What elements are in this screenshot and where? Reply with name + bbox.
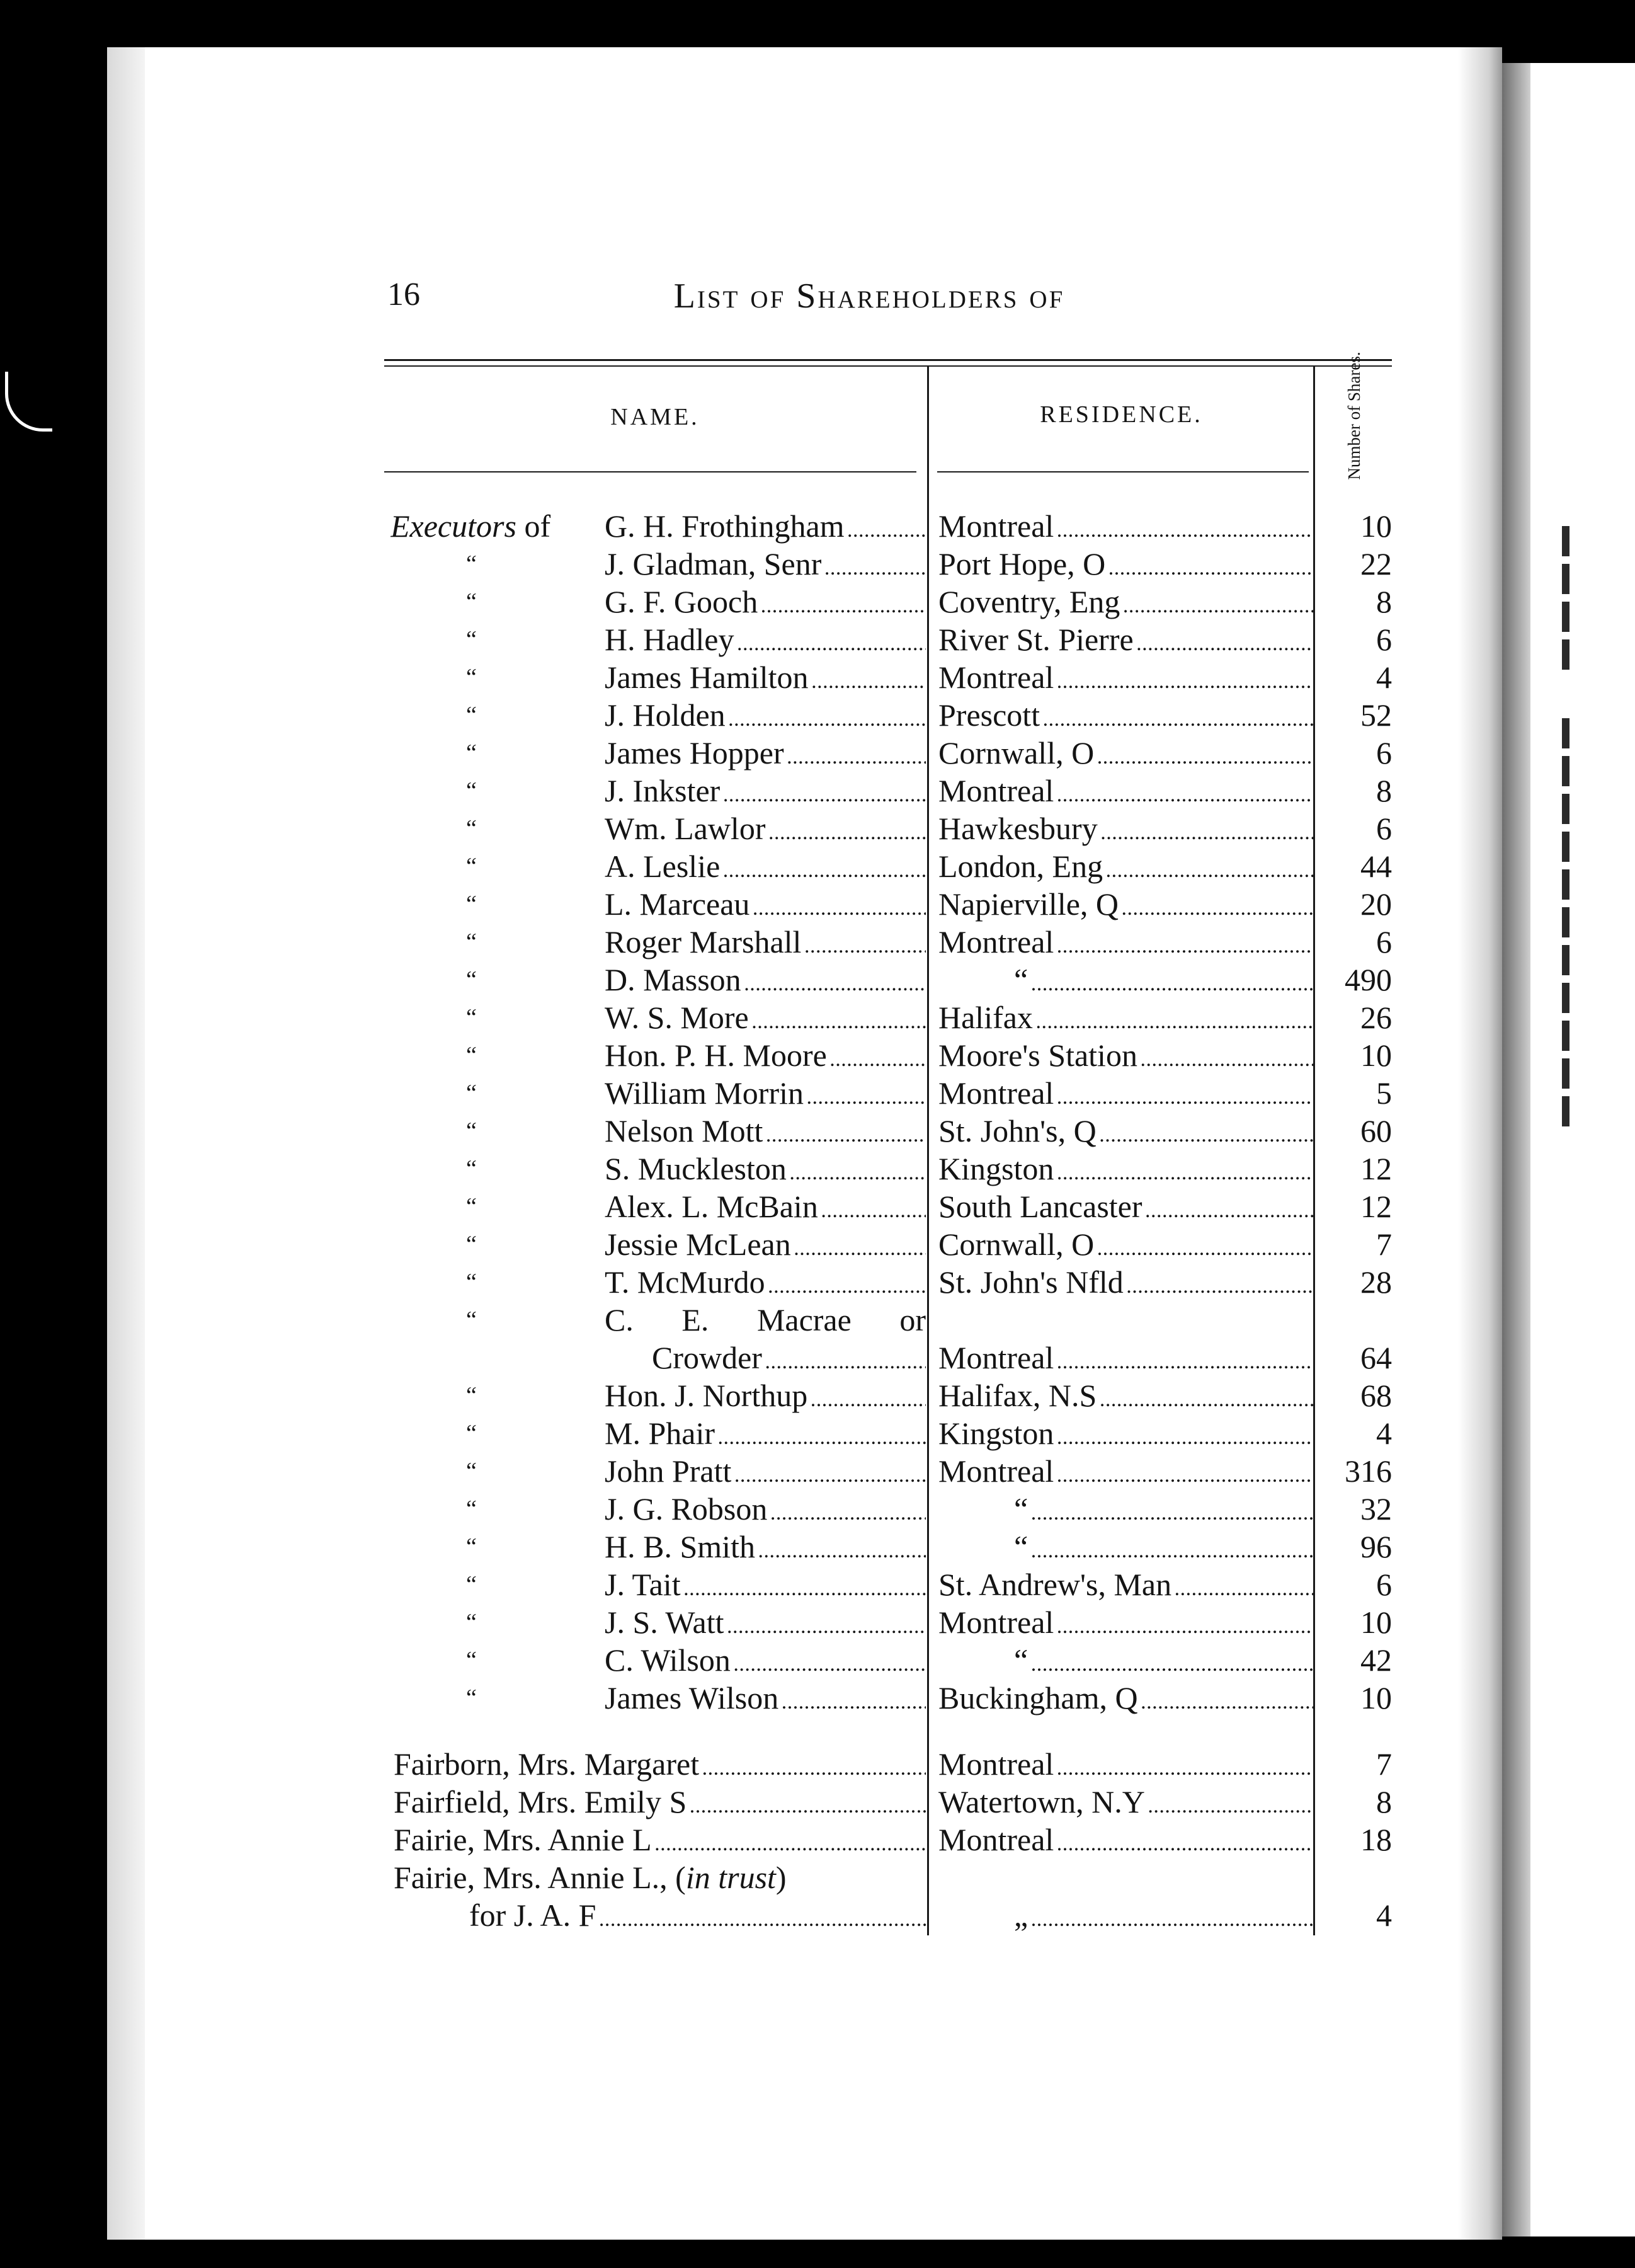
page-header bbox=[277, 276, 1386, 320]
table-row bbox=[0, 545, 1635, 583]
shareholder-name: J. S. Watt . . . bbox=[605, 1603, 926, 1641]
table-row bbox=[0, 583, 1635, 621]
ditto-mark: “ bbox=[466, 1496, 477, 1522]
shareholder-name: Fairie, Mrs. Annie L., (in trust) bbox=[394, 1860, 787, 1895]
shareholder-name: J. Gladman, Senr . . . bbox=[605, 545, 926, 583]
shareholder-shares: 10 bbox=[1360, 1680, 1392, 1715]
table-row bbox=[0, 1679, 1635, 1717]
shareholder-name: William Morrin . . . bbox=[605, 1074, 926, 1112]
shareholder-shares: 316 bbox=[1345, 1453, 1392, 1489]
executors-label: Executors of bbox=[390, 508, 551, 544]
shareholder-residence: Montreal . . . bbox=[938, 1339, 1313, 1377]
shareholder-shares: 68 bbox=[1360, 1378, 1392, 1413]
table-row bbox=[0, 1858, 1635, 1896]
table-row bbox=[0, 847, 1635, 885]
table-row bbox=[0, 1414, 1635, 1452]
table-row bbox=[0, 1263, 1635, 1301]
shareholder-residence: St. John's, Q . . . bbox=[938, 1112, 1313, 1150]
shareholder-name: G. F. Gooch . . . bbox=[605, 583, 926, 621]
header-rule-bottom bbox=[384, 365, 1392, 367]
table-row bbox=[0, 1566, 1635, 1603]
shareholder-name: J. G. Robson . . . bbox=[605, 1490, 926, 1528]
table-row bbox=[0, 507, 1635, 545]
shareholder-shares: 6 bbox=[1376, 811, 1392, 846]
table-row bbox=[0, 1896, 1635, 1934]
table-row bbox=[0, 923, 1635, 961]
table-row bbox=[0, 810, 1635, 847]
ditto-mark: “ bbox=[466, 1193, 477, 1220]
shareholder-table bbox=[0, 507, 1635, 1934]
shareholder-shares: 10 bbox=[1360, 508, 1392, 544]
shareholder-shares: 18 bbox=[1360, 1822, 1392, 1857]
ditto-mark: “ bbox=[466, 1004, 477, 1031]
running-title: List of Shareholders of bbox=[673, 277, 1065, 316]
shareholder-name: A. Leslie . . . bbox=[605, 847, 926, 885]
shareholder-shares: 6 bbox=[1376, 924, 1392, 959]
shareholder-shares: 6 bbox=[1376, 735, 1392, 770]
shareholder-name: D. Masson . . . bbox=[605, 961, 926, 999]
shareholder-name: James Hamilton . . . bbox=[605, 658, 926, 696]
shareholder-shares: 4 bbox=[1376, 660, 1392, 695]
ditto-mark: “ bbox=[466, 1155, 477, 1182]
ditto-mark: “ bbox=[466, 1420, 477, 1446]
shareholder-name: J. Inkster . . . bbox=[605, 772, 926, 810]
ditto-mark: “ bbox=[466, 777, 477, 804]
shareholder-residence: River St. Pierre . . . bbox=[938, 621, 1313, 658]
shareholder-residence: „ . . . bbox=[938, 1896, 1313, 1934]
shareholder-name: James Hopper . . . bbox=[605, 734, 926, 772]
shareholder-name: S. Muckleston . . . bbox=[605, 1150, 926, 1188]
ditto-mark: “ bbox=[466, 1571, 477, 1598]
shareholder-name: H. Hadley . . . bbox=[605, 621, 926, 658]
shareholder-shares: 6 bbox=[1376, 1567, 1392, 1602]
ditto-mark: “ bbox=[466, 966, 477, 993]
shareholder-residence: Halifax . . . bbox=[938, 999, 1313, 1036]
table-row bbox=[0, 885, 1635, 923]
shareholder-shares: 32 bbox=[1360, 1491, 1392, 1526]
table-row bbox=[0, 1339, 1635, 1377]
shareholder-residence: Kingston . . . bbox=[938, 1414, 1313, 1452]
shareholder-name: J. Holden . . . bbox=[605, 696, 926, 734]
ditto-mark: “ bbox=[466, 1382, 477, 1409]
table-row bbox=[0, 1225, 1635, 1263]
shareholder-residence: Buckingham, Q . . . bbox=[938, 1679, 1313, 1717]
ditto-mark: “ bbox=[466, 740, 477, 766]
header-rule-top bbox=[384, 359, 1392, 361]
shareholder-residence: Port Hope, O . . . bbox=[938, 545, 1313, 583]
page-number: 16 bbox=[387, 277, 420, 312]
shareholder-shares: 4 bbox=[1376, 1898, 1392, 1933]
ditto-mark: “ bbox=[466, 1231, 477, 1257]
shareholder-residence: Hawkesbury . . . bbox=[938, 810, 1313, 847]
shareholder-residence: Montreal . . . bbox=[938, 772, 1313, 810]
shareholder-name-continued: Crowder . . . bbox=[652, 1339, 926, 1377]
shareholder-name-continued: for J. A. F . . . bbox=[469, 1896, 926, 1934]
shareholder-shares: 8 bbox=[1376, 584, 1392, 619]
shareholder-name: C. Wilson . . . bbox=[605, 1641, 926, 1679]
shareholder-shares: 12 bbox=[1360, 1189, 1392, 1224]
shareholder-residence: Cornwall, O . . . bbox=[938, 734, 1313, 772]
shareholder-name: Fairfield, Mrs. Emily S . . . bbox=[394, 1783, 926, 1821]
shareholder-residence: South Lancaster . . . bbox=[938, 1188, 1313, 1225]
table-row bbox=[0, 734, 1635, 772]
table-row bbox=[0, 696, 1635, 734]
shareholder-name: J. Tait . . . bbox=[605, 1566, 926, 1603]
ditto-mark: “ bbox=[466, 1647, 477, 1673]
margin-scan-mark bbox=[5, 372, 52, 432]
shareholder-name: L. Marceau . . . bbox=[605, 885, 926, 923]
shareholder-name: W. S. More . . . bbox=[605, 999, 926, 1036]
shareholder-residence: Montreal . . . bbox=[938, 1074, 1313, 1112]
section-gap bbox=[0, 1717, 1635, 1745]
ditto-mark: “ bbox=[466, 929, 477, 955]
shares-column-header bbox=[1313, 352, 1395, 480]
ditto-mark: “ bbox=[466, 1042, 477, 1068]
ditto-mark: “ bbox=[466, 626, 477, 653]
shareholder-residence: Montreal . . . bbox=[938, 507, 1313, 545]
shareholder-name: Hon. P. H. Moore . . . bbox=[605, 1036, 926, 1074]
residence-head-rule bbox=[937, 471, 1309, 472]
shareholder-residence: Montreal . . . bbox=[938, 658, 1313, 696]
in-trust-note: in trust bbox=[685, 1860, 776, 1895]
shareholder-name: Alex. L. McBain . . . bbox=[605, 1188, 926, 1225]
table-row bbox=[0, 1150, 1635, 1188]
ditto-mark: “ bbox=[466, 815, 477, 842]
table-row bbox=[0, 1112, 1635, 1150]
table-row bbox=[0, 1641, 1635, 1679]
shareholder-residence: “ . . . bbox=[938, 961, 1313, 999]
shareholder-shares: 28 bbox=[1360, 1264, 1392, 1300]
shareholder-residence: Montreal . . . bbox=[938, 1452, 1313, 1490]
ditto-mark: “ bbox=[466, 1533, 477, 1560]
table-row bbox=[0, 1528, 1635, 1566]
ditto-mark: “ bbox=[466, 588, 477, 615]
shareholder-shares: 26 bbox=[1360, 1000, 1392, 1035]
ditto-mark: “ bbox=[466, 1080, 477, 1106]
shareholder-residence: Moore's Station . . . bbox=[938, 1036, 1313, 1074]
table-row bbox=[0, 1301, 1635, 1339]
table-row bbox=[0, 772, 1635, 810]
shareholder-residence: Kingston . . . bbox=[938, 1150, 1313, 1188]
ditto-mark: “ bbox=[466, 1269, 477, 1295]
shareholder-residence: Halifax, N.S . . . bbox=[938, 1377, 1313, 1414]
shareholder-name: Fairborn, Mrs. Margaret . . . bbox=[394, 1745, 926, 1783]
ditto-mark: “ bbox=[466, 1685, 477, 1711]
table-row bbox=[0, 1377, 1635, 1414]
table-row bbox=[0, 961, 1635, 999]
table-row bbox=[0, 1188, 1635, 1225]
shareholder-shares: 42 bbox=[1360, 1642, 1392, 1678]
ditto-mark: “ bbox=[466, 891, 477, 917]
ditto-mark: “ bbox=[466, 1458, 477, 1484]
shareholder-residence: Coventry, Eng . . . bbox=[938, 583, 1313, 621]
shareholder-shares: 12 bbox=[1360, 1151, 1392, 1186]
shareholder-residence: “ . . . bbox=[938, 1490, 1313, 1528]
shareholder-name: Wm. Lawlor . . . bbox=[605, 810, 926, 847]
shareholder-name: John Pratt . . . bbox=[605, 1452, 926, 1490]
table-row bbox=[0, 1821, 1635, 1858]
shareholder-name: G. H. Frothingham . . . bbox=[605, 507, 926, 545]
shareholder-residence: Montreal . . . bbox=[938, 1603, 1313, 1641]
shareholder-residence: Montreal . . . bbox=[938, 923, 1313, 961]
shareholder-shares: 4 bbox=[1376, 1416, 1392, 1451]
shareholder-residence: St. John's Nfld . . . bbox=[938, 1263, 1313, 1301]
table-row bbox=[0, 1745, 1635, 1783]
shareholder-shares: 5 bbox=[1376, 1075, 1392, 1111]
table-row bbox=[0, 1490, 1635, 1528]
table-row bbox=[0, 1036, 1635, 1074]
shareholder-name: Nelson Mott . . . bbox=[605, 1112, 926, 1150]
table-row bbox=[0, 999, 1635, 1036]
shareholder-shares: 10 bbox=[1360, 1038, 1392, 1073]
shareholder-shares: 10 bbox=[1360, 1605, 1392, 1640]
name-head-rule bbox=[384, 471, 916, 472]
shareholder-shares: 490 bbox=[1345, 962, 1392, 997]
shareholder-residence: Prescott . . . bbox=[938, 696, 1313, 734]
shareholder-name: Fairie, Mrs. Annie L . . . bbox=[394, 1821, 926, 1858]
shares-column-header-text: Number of Shares. bbox=[1345, 352, 1364, 480]
shareholder-name: C. E. Macrae or bbox=[605, 1302, 926, 1337]
ditto-mark: “ bbox=[466, 1118, 477, 1144]
shareholder-shares: 96 bbox=[1360, 1529, 1392, 1564]
shareholder-residence: Montreal . . . bbox=[938, 1745, 1313, 1783]
shareholder-name: James Wilson . . . bbox=[605, 1679, 926, 1717]
shareholder-shares: 44 bbox=[1360, 849, 1392, 884]
shareholder-shares: 22 bbox=[1360, 546, 1392, 581]
table-row bbox=[0, 1603, 1635, 1641]
table-row bbox=[0, 658, 1635, 696]
shareholder-name: H. B. Smith . . . bbox=[605, 1528, 926, 1566]
shareholder-residence: St. Andrew's, Man . . . bbox=[938, 1566, 1313, 1603]
ditto-mark: “ bbox=[466, 853, 477, 879]
shareholder-shares: 64 bbox=[1360, 1340, 1392, 1375]
shareholder-shares: 60 bbox=[1360, 1113, 1392, 1148]
shareholder-residence: Montreal . . . bbox=[938, 1821, 1313, 1858]
ditto-mark: “ bbox=[466, 702, 477, 728]
ditto-mark: “ bbox=[466, 551, 477, 577]
table-row bbox=[0, 621, 1635, 658]
shareholder-name: M. Phair . . . bbox=[605, 1414, 926, 1452]
shareholder-residence: Napierville, Q . . . bbox=[938, 885, 1313, 923]
shareholder-name: Hon. J. Northup . . . bbox=[605, 1377, 926, 1414]
shareholder-name: Roger Marshall . . . bbox=[605, 923, 926, 961]
table-row bbox=[0, 1074, 1635, 1112]
shareholder-name: Jessie McLean . . . bbox=[605, 1225, 926, 1263]
ditto-mark: “ bbox=[466, 664, 477, 690]
shareholder-name: T. McMurdo . . . bbox=[605, 1263, 926, 1301]
shareholder-residence: Cornwall, O . . . bbox=[938, 1225, 1313, 1263]
table-row bbox=[0, 1452, 1635, 1490]
residence-column-header: RESIDENCE. bbox=[1040, 401, 1203, 428]
shareholder-shares: 6 bbox=[1376, 622, 1392, 657]
shareholder-residence: London, Eng . . . bbox=[938, 847, 1313, 885]
shareholder-residence: “ . . . bbox=[938, 1528, 1313, 1566]
shareholder-shares: 7 bbox=[1376, 1227, 1392, 1262]
ditto-mark: “ bbox=[466, 1307, 477, 1333]
shareholder-residence: “ . . . bbox=[938, 1641, 1313, 1679]
table-row bbox=[0, 1783, 1635, 1821]
shareholder-shares: 20 bbox=[1360, 886, 1392, 922]
shareholder-shares: 7 bbox=[1376, 1746, 1392, 1782]
shareholder-residence: Watertown, N.Y . . . bbox=[938, 1783, 1313, 1821]
name-column-header: NAME. bbox=[610, 404, 700, 430]
shareholder-shares: 52 bbox=[1360, 697, 1392, 733]
shareholder-shares: 8 bbox=[1376, 773, 1392, 808]
shareholder-shares: 8 bbox=[1376, 1784, 1392, 1819]
ditto-mark: “ bbox=[466, 1609, 477, 1635]
